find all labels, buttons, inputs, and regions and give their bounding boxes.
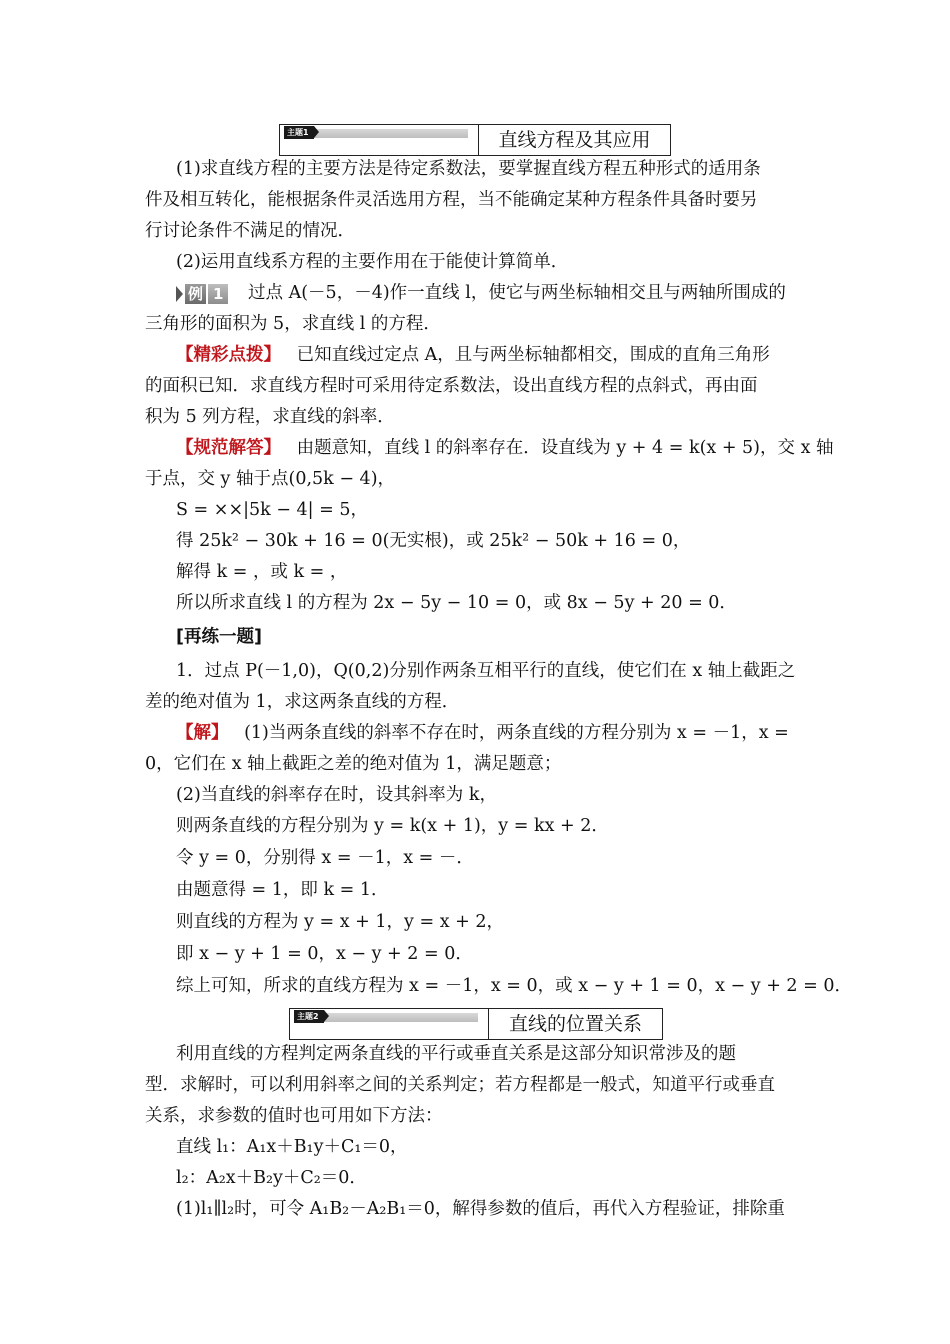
answer-line-3: (2)当直线的斜率存在时，设其斜率为 k， (176, 785, 497, 805)
example-1-line-1 (176, 281, 786, 305)
example-1-label (176, 284, 228, 304)
solution-line-2: 于点，交 y 轴于点(0,5k − 4)， (145, 469, 396, 489)
answer-line-9: 综上可知，所求的直线方程为 x = －1，x = 0，或 x − y + 1 = 0，x − y + 2 = 0． (176, 976, 852, 996)
section-2-line-3: 关系，求参数的值时也可用如下方法： (145, 1106, 443, 1126)
solution-label: 【规范解答】 (176, 438, 281, 458)
intro-line-1: (1)求直线方程的主要方法是待定系数法，要掌握直线方程五种形式的适用条 (176, 159, 761, 179)
topic-2-title: 直线的位置关系 (508, 1013, 642, 1035)
section-2-eq-2: l₂：A₂x＋B₂y＋C₂＝0． (176, 1168, 367, 1188)
practice-question-line-2: 差的绝对值为 1，求这两条直线的方程． (145, 692, 460, 712)
insight-label: 【精彩点拨】 (176, 345, 281, 365)
answer-label: 【解】 (176, 723, 229, 743)
solution-line-6: 所以所求直线 l 的方程为 2x − 5y − 10 = 0，或 8x − 5y + 20 = 0． (176, 593, 737, 613)
solution-line-3: S = ××|5k − 4| = 5， (176, 500, 368, 520)
example-word: 例 (185, 284, 206, 304)
insight-text-1: 已知直线过定点 A，且与两坐标轴都相交，围成的直角三角形 (296, 345, 770, 365)
section-2-line-1: 利用直线的方程判定两条直线的平行或垂直关系是这部分知识常涉及的题 (176, 1044, 736, 1064)
topic-1-header (279, 124, 671, 156)
solution-line-1 (176, 436, 834, 460)
solution-line-5: 解得 k = ，或 k = ， (176, 562, 348, 582)
topic-1-title: 直线方程及其应用 (498, 129, 651, 151)
section-2-line-2: 型．求解时，可以利用斜率之间的关系判定；若方程都是一般式，知道平行或垂直 (145, 1075, 775, 1095)
answer-line-5: 令 y = 0，分别得 x = －1，x = －． (176, 848, 474, 868)
practice-header: [再练一题] (176, 627, 262, 647)
answer-line-7: 则直线的方程为 y = x + 1，y = x + 2， (176, 912, 504, 932)
topic-1-badge: 主题1 (284, 126, 314, 139)
solution-text-1: 由题意知，直线 l 的斜率存在．设直线为 y + 4 = k(x + 5)，交 x 轴 (296, 438, 834, 458)
answer-text-1: (1)当两条直线的斜率不存在时，两条直线的方程分别为 x = －1，x = (244, 723, 789, 743)
practice-question-line-1: 1．过点 P(－1,0)，Q(0,2)分别作两条互相平行的直线，使它们在 x 轴上截距之 (176, 661, 796, 681)
answer-line-1 (176, 721, 789, 745)
intro-para-2: (2)运用直线系方程的主要作用在于能使计算简单． (176, 252, 569, 272)
insight-line-1 (176, 343, 770, 367)
answer-line-2: 0，它们在 x 轴上截距之差的绝对值为 1，满足题意； (145, 754, 562, 774)
section-2-cond-1: (1)l₁∥l₂时，可令 A₁B₂－A₂B₁＝0，解得参数的值后，再代入方程验证，排除重 (176, 1199, 785, 1219)
intro-line-3: 行讨论条件不满足的情况． (145, 221, 355, 241)
example-1-text-1: 过点 A(－5，－4)作一直线 l，使它与两坐标轴相交且与两轴所围成的 (248, 283, 786, 303)
answer-line-4: 则两条直线的方程分别为 y = k(x + 1)，y = kx + 2． (176, 816, 609, 836)
topic-2-header (289, 1008, 663, 1040)
topic-2-badge: 主题2 (294, 1010, 324, 1023)
insight-line-2: 的面积已知．求直线方程时可采用待定系数法，设出直线方程的点斜式，再由面 (145, 376, 758, 396)
topic-2-tag (290, 1009, 489, 1039)
section-2-eq-1: 直线 l₁：A₁x＋B₁y＋C₁＝0， (176, 1137, 408, 1157)
topic-1-tag (280, 125, 479, 155)
example-number: 1 (208, 284, 228, 304)
solution-line-4: 得 25k² − 30k + 16 = 0(无实根)，或 25k² − 50k + 16 = 0， (176, 531, 691, 551)
intro-line-2: 件及相互转化，能根据条件灵活选用方程，当不能确定某种方程条件具备时要另 (145, 190, 758, 210)
example-1-line-2: 三角形的面积为 5，求直线 l 的方程． (145, 314, 441, 334)
answer-line-8: 即 x − y + 1 = 0，x − y + 2 = 0． (176, 944, 473, 964)
play-arrow-icon (176, 286, 183, 302)
answer-line-6: 由题意得 = 1，即 k = 1． (176, 880, 389, 900)
insight-line-3: 积为 5 列方程，求直线的斜率． (145, 407, 395, 427)
